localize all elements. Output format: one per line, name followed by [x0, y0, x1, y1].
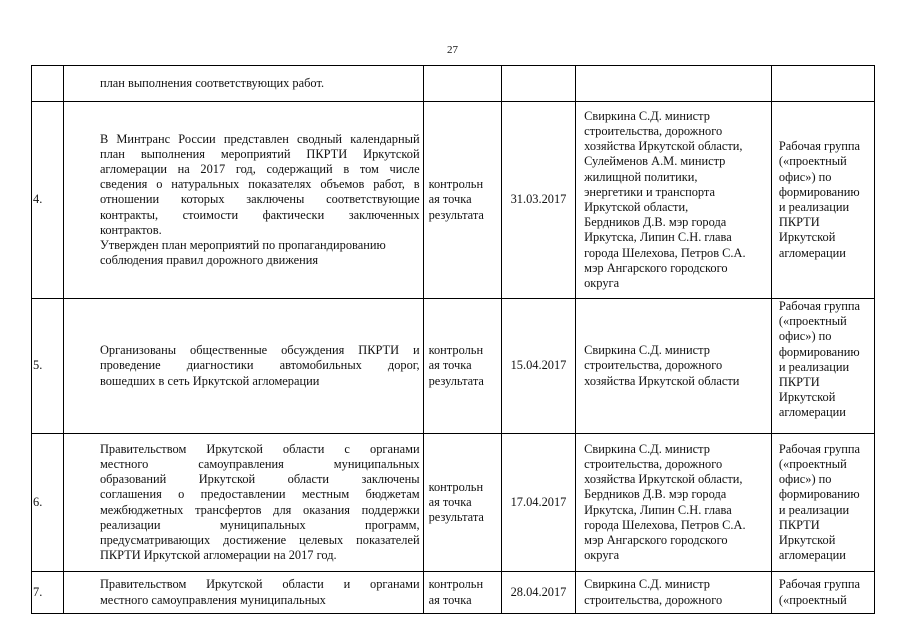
working-group-line: Иркутской: [778, 390, 836, 405]
table-row: [32, 572, 875, 614]
working-group-line: агломерации: [778, 548, 846, 563]
working-group: [771, 299, 874, 434]
milestone-type: [423, 66, 501, 102]
working-group-line: агломерации: [778, 405, 846, 420]
row-number: 6.: [32, 434, 64, 572]
table-row: [32, 66, 875, 102]
description-line: соглашения о предоставлении местным бюджетам: [99, 487, 420, 502]
responsible-line: Бердников Д.В. мэр города: [584, 487, 727, 502]
responsible-line: Свиркина С.Д. министр: [584, 441, 710, 456]
responsible-line: энергетики и транспорта: [584, 184, 715, 199]
responsible-line: хозяйства Иркутской области,: [584, 139, 743, 154]
milestone-type-line: результата: [428, 373, 484, 388]
description-line: сведения о натуральных показателях объемов работ, в: [99, 177, 420, 192]
responsible-line: жилищной политики,: [584, 169, 698, 184]
responsible-persons: [576, 299, 772, 434]
description-line: Правительством Иркутской области и органами: [99, 577, 420, 592]
description-line: соблюдения правил дорожного движения: [99, 253, 319, 268]
description-line: агломерации на 2017 год, содержащий в том числе: [99, 161, 420, 176]
responsible-line: города Шелехова, Петров С.А.: [584, 517, 746, 532]
working-group-line: формированию: [778, 344, 860, 359]
deadline-date: 31.03.2017: [501, 102, 575, 299]
table-row: [32, 434, 875, 572]
milestone-type-line: контрольн: [428, 577, 484, 592]
description-line: Правительством Иркутской области с органами: [99, 441, 420, 456]
working-group-line: и реализации: [778, 359, 850, 374]
milestone-type-line: контрольн: [428, 479, 484, 494]
row-number: 7.: [32, 572, 64, 614]
milestone-type-line: контрольн: [428, 343, 484, 358]
milestone-type: [423, 572, 501, 614]
description-line: контракты, стоимости фактически заключенных: [99, 207, 420, 222]
deadline-date: 15.04.2017: [501, 299, 575, 434]
description-line: ПКРТИ Иркутской агломерации на 2017 год.: [99, 548, 337, 563]
working-group-line: («проектный: [778, 314, 847, 329]
description-line: вошедших в сеть Иркутской агломерации: [99, 373, 320, 388]
working-group-line: и реализации: [778, 200, 850, 214]
working-group-line: агломерации: [778, 245, 846, 260]
working-group-line: Рабочая группа: [778, 299, 861, 313]
description-line: образований Иркутской области заключены: [99, 472, 420, 487]
working-group-line: («проектный: [778, 592, 847, 607]
activity-description: [63, 572, 423, 614]
activity-description: [63, 434, 423, 572]
working-group-line: Рабочая группа: [778, 139, 861, 154]
responsible-persons: [576, 66, 772, 102]
responsible-line: Иркутска, Липин С.Н. глава: [584, 230, 732, 245]
milestone-type-line: результата: [428, 510, 484, 525]
milestone-type-line: результата: [428, 207, 484, 222]
working-group: [771, 102, 874, 299]
page-number: 27: [447, 44, 458, 56]
working-group: [771, 434, 874, 572]
description-line: отношении которых заключены соответствующие: [99, 192, 420, 207]
row-number: 5.: [32, 299, 64, 434]
activity-description: [63, 299, 423, 434]
responsible-line: хозяйства Иркутской области,: [584, 472, 743, 487]
description-line: В Минтранс России представлен сводный календарный: [99, 131, 420, 146]
deadline-date: 28.04.2017: [501, 572, 575, 614]
row-number: 4.: [32, 102, 64, 299]
milestone-type-line: ая точка: [428, 494, 472, 509]
responsible-line: Иркутской области,: [584, 200, 689, 214]
working-group-line: ПКРТИ: [778, 215, 820, 230]
working-group-line: офис») по: [778, 472, 832, 487]
responsible-line: Бердников Д.В. мэр города: [584, 215, 727, 230]
working-group-line: формированию: [778, 487, 860, 502]
description-line: Утвержден план мероприятий по пропагандированию: [99, 238, 386, 252]
description-line: местного самоуправления муниципальных: [99, 592, 326, 607]
working-group-line: офис») по: [778, 329, 832, 344]
milestone-type-line: контрольн: [428, 177, 484, 192]
working-group-line: формированию: [778, 184, 860, 199]
responsible-persons: [576, 102, 772, 299]
activity-description: [63, 66, 423, 102]
milestone-type: [423, 434, 501, 572]
activities-table: [31, 65, 875, 614]
working-group-line: офис») по: [778, 169, 832, 184]
responsible-persons: [576, 434, 772, 572]
table-row: [32, 299, 875, 434]
responsible-line: строительства, дорожного: [584, 358, 723, 373]
description-line: предусматривающих достижение целевых показателей: [99, 532, 420, 547]
responsible-line: хозяйства Иркутской области: [584, 373, 740, 388]
responsible-line: мэр Ангарского городского: [584, 532, 728, 547]
deadline-date: 17.04.2017: [501, 434, 575, 572]
description-line: Организованы общественные обсуждения ПКРТИ и: [99, 343, 420, 358]
responsible-line: округа: [584, 548, 620, 563]
working-group-line: и реализации: [778, 502, 850, 517]
responsible-line: округа: [584, 276, 620, 291]
working-group-line: Рабочая группа: [778, 577, 861, 592]
milestone-type-line: ая точка: [428, 592, 472, 607]
responsible-line: Свиркина С.Д. министр: [584, 108, 710, 123]
description-line: реализации муниципальных программ,: [99, 517, 420, 532]
working-group: [771, 66, 874, 102]
responsible-line: Иркутска, Липин С.Н. глава: [584, 502, 732, 517]
description-line: местного самоуправления муниципальных: [99, 456, 420, 471]
working-group-line: («проектный: [778, 456, 847, 471]
working-group-line: ПКРТИ: [778, 517, 820, 532]
working-group-line: Иркутской: [778, 532, 836, 547]
responsible-line: строительства, дорожного: [584, 592, 723, 607]
working-group-line: («проектный: [778, 154, 847, 169]
milestone-type-line: ая точка: [428, 358, 472, 373]
responsible-line: Свиркина С.Д. министр: [584, 577, 710, 592]
milestone-type-line: ая точка: [428, 192, 472, 207]
responsible-line: города Шелехова, Петров С.А.: [584, 245, 746, 260]
description-line: контрактов.: [99, 222, 162, 237]
activity-description: [63, 102, 423, 299]
responsible-persons: [576, 572, 772, 614]
responsible-line: строительства, дорожного: [584, 456, 723, 471]
milestone-type: [423, 102, 501, 299]
description-line: проведение диагностики автомобильных дорог,: [99, 358, 420, 373]
deadline-date: [501, 66, 575, 102]
working-group: [771, 572, 874, 614]
description-line: план выполнения мероприятий ПКРТИ Иркутской: [99, 146, 420, 161]
description-line: межбюджетных трансфертов для оказания поддержки: [99, 502, 420, 517]
responsible-line: строительства, дорожного: [584, 123, 723, 138]
working-group-line: Рабочая группа: [778, 441, 861, 456]
responsible-line: Сулейменов А.М. министр: [584, 154, 726, 169]
responsible-line: Свиркина С.Д. министр: [584, 343, 710, 358]
milestone-type: [423, 299, 501, 434]
working-group-line: Иркутской: [778, 230, 836, 245]
row-number: [32, 66, 64, 102]
description-line: план выполнения соответствующих работ.: [99, 75, 325, 90]
responsible-line: мэр Ангарского городского: [584, 260, 728, 275]
working-group-line: ПКРТИ: [778, 375, 820, 390]
table-row: [32, 102, 875, 299]
